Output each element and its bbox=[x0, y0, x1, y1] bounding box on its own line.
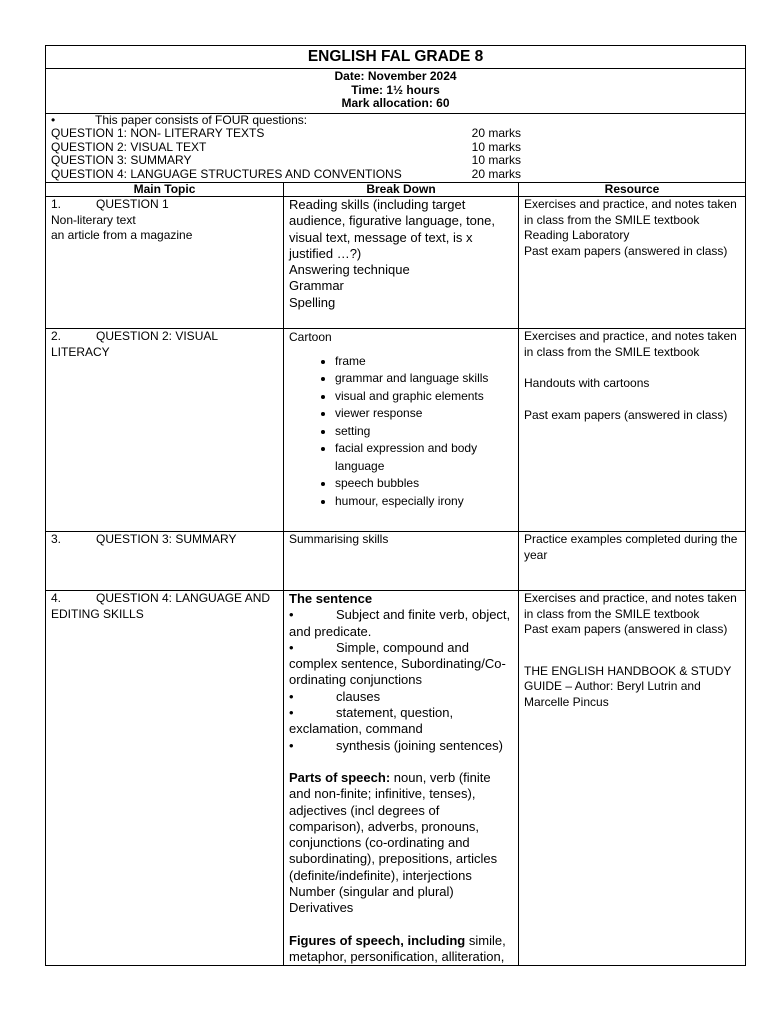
resource-line: Exercises and practice, and notes taken in class from the SMILE textbook bbox=[524, 197, 737, 227]
resource-line: Exercises and practice, and notes taken in class from the SMILE textbook bbox=[524, 329, 737, 359]
document-title: ENGLISH FAL GRADE 8 bbox=[46, 46, 746, 69]
table-row bbox=[46, 329, 746, 532]
exam-info-row bbox=[46, 69, 746, 114]
bullet-icon: • bbox=[289, 607, 294, 623]
topic-title: QUESTION 4: LANGUAGE AND EDITING SKILLS bbox=[51, 591, 271, 621]
list-item: • visual and graphic elements bbox=[335, 388, 513, 406]
resource-line: Practice examples completed during the year bbox=[524, 532, 738, 562]
overview-question-row: QUESTION 3: SUMMARY 10 marks bbox=[51, 153, 521, 167]
main-topic-cell bbox=[46, 591, 284, 966]
exam-time: Time: 1½ hours bbox=[351, 82, 440, 97]
main-topic-cell bbox=[46, 329, 284, 532]
resource-cell bbox=[519, 329, 746, 532]
resource-cell bbox=[519, 532, 746, 591]
bullet-icon: • bbox=[289, 639, 294, 655]
list-item: • frame bbox=[335, 353, 513, 371]
list-item: • clauses bbox=[289, 688, 381, 704]
mark-allocation: Mark allocation: 60 bbox=[341, 96, 450, 110]
list-item: • Subject and finite verb, object, and predicate. bbox=[289, 607, 511, 639]
main-topic-cell bbox=[46, 532, 284, 591]
bullet-icon: • bbox=[289, 688, 294, 704]
list-item: • synthesis (joining sentences) bbox=[289, 737, 503, 753]
resource-cell bbox=[519, 591, 746, 966]
breakdown-line: Derivatives bbox=[289, 900, 354, 916]
overview-question-row: QUESTION 2: VISUAL TEXT 10 marks bbox=[51, 139, 521, 154]
topic-title: QUESTION 1 bbox=[96, 197, 169, 211]
list-item: • facial expression and body language bbox=[335, 440, 513, 475]
topic-number: 4. bbox=[51, 591, 62, 605]
section-heading: Figures of speech, including bbox=[289, 932, 466, 948]
section-heading: The sentence bbox=[289, 591, 373, 606]
list-item: • statement, question, exclamation, command bbox=[289, 705, 454, 737]
break-down-cell bbox=[284, 329, 519, 532]
list-item: • viewer response bbox=[335, 405, 513, 423]
bullet-icon: • bbox=[289, 705, 294, 721]
resource-cell bbox=[519, 197, 746, 329]
list-item: • humour, especially irony bbox=[335, 493, 513, 511]
main-topic-cell bbox=[46, 197, 284, 329]
exam-date: Date: November 2024 bbox=[334, 69, 457, 83]
breakdown-line: Reading skills (including target audience, figurative language, tone, visual text, message of text, is x justified …?) bbox=[289, 197, 495, 261]
resource-line: THE ENGLISH HANDBOOK & STUDY GUIDE – Author: Beryl Lutrin and Marcelle Pincus bbox=[524, 663, 732, 709]
document-page bbox=[45, 45, 745, 966]
resource-line: Past exam papers (answered in class) bbox=[524, 407, 728, 422]
topic-subtitle: Non-literary text bbox=[51, 212, 136, 227]
figures-of-speech: Figures of speech, including simile, metaphor, personification, alliteration, bbox=[289, 932, 506, 964]
topic-title: QUESTION 2: VISUAL LITERACY bbox=[51, 329, 218, 359]
column-header-main-topic: Main Topic bbox=[46, 183, 284, 197]
title-row bbox=[46, 46, 746, 69]
resource-line: Past exam papers (answered in class) bbox=[524, 243, 728, 258]
parts-of-speech: Parts of speech: noun, verb (finite and non-finite; infinitive, tenses), adjectives (incl degrees of comparison), adverbs, pronouns, conjunctions (co-ordinating and subordinating), prepositions, articles (definite/indefinite), interjections bbox=[289, 769, 498, 883]
breakdown-line: Number (singular and plural) bbox=[289, 884, 454, 900]
breakdown-line: Summarising skills bbox=[289, 532, 389, 546]
column-header-resource: Resource bbox=[519, 183, 746, 197]
topic-title: QUESTION 3: SUMMARY bbox=[96, 532, 237, 546]
paper-overview bbox=[46, 113, 746, 183]
bullet-icon: • bbox=[51, 112, 56, 127]
resource-line: Past exam papers (answered in class) bbox=[524, 622, 728, 636]
topic-number: 3. bbox=[51, 532, 62, 546]
resource-line: Handouts with cartoons bbox=[524, 376, 650, 390]
syllabus-table bbox=[45, 45, 746, 966]
list-item: • speech bubbles bbox=[335, 475, 513, 493]
table-row bbox=[46, 197, 746, 329]
paper-overview-row bbox=[46, 113, 746, 183]
resource-line: Reading Laboratory bbox=[524, 228, 630, 242]
overview-intro: • This paper consists of FOUR questions: bbox=[51, 112, 308, 127]
topic-number: 1. bbox=[51, 197, 62, 211]
breakdown-line: Spelling bbox=[289, 294, 336, 310]
break-down-cell bbox=[284, 532, 519, 591]
table-row bbox=[46, 591, 746, 966]
list-item: • Simple, compound and complex sentence, Subordinating/Co-ordinating conjunctions bbox=[289, 639, 506, 688]
breakdown-title: Cartoon bbox=[289, 330, 332, 344]
breakdown-bullet-list bbox=[289, 353, 513, 511]
section-heading: Parts of speech: bbox=[289, 769, 391, 785]
resource-line: Exercises and practice, and notes taken in class from the SMILE textbook bbox=[524, 591, 737, 621]
topic-subtitle: an article from a magazine bbox=[51, 228, 193, 242]
topic-number: 2. bbox=[51, 329, 62, 343]
breakdown-line: Grammar bbox=[289, 278, 344, 294]
column-header-row bbox=[46, 183, 746, 197]
break-down-cell bbox=[284, 197, 519, 329]
table-row bbox=[46, 532, 746, 591]
break-down-cell bbox=[284, 591, 519, 966]
column-header-break-down: Break Down bbox=[284, 183, 519, 197]
overview-question-row: QUESTION 1: NON- LITERARY TEXTS 20 marks bbox=[51, 126, 521, 140]
bullet-icon: • bbox=[289, 737, 294, 753]
list-item: • grammar and language skills bbox=[335, 370, 513, 388]
overview-question-row: QUESTION 4: LANGUAGE STRUCTURES AND CONVENTIONS 20 marks bbox=[51, 166, 521, 181]
breakdown-line: Answering technique bbox=[289, 262, 410, 278]
list-item: • setting bbox=[335, 423, 513, 441]
